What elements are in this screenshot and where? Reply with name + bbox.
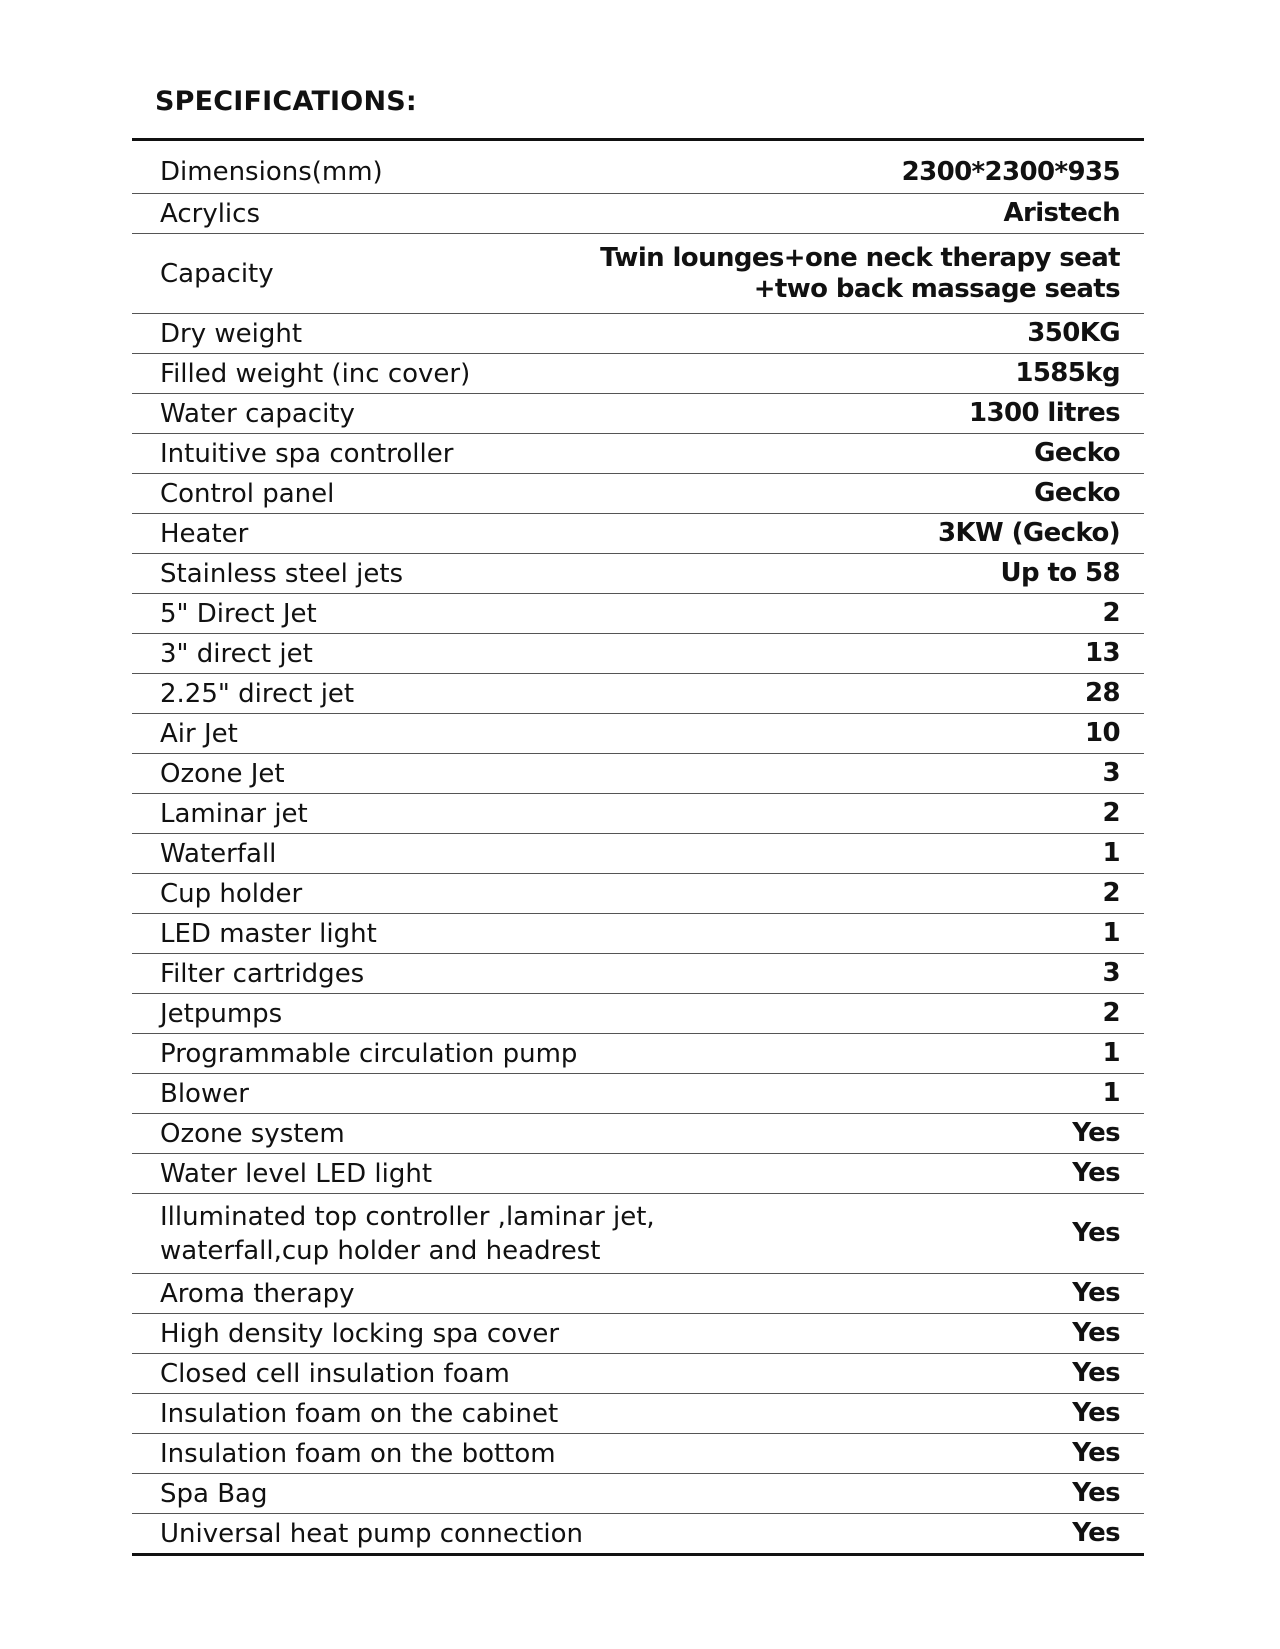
spec-label: Stainless steel jets [160, 558, 404, 589]
spec-value: Twin lounges+one neck therapy seat +two back massage seats [600, 242, 1120, 304]
spec-label: Illuminated top controller ,laminar jet, waterfall,cup holder and headrest [160, 1201, 655, 1266]
spec-label: Ozone system [160, 1118, 345, 1149]
spec-label: Air Jet [160, 718, 238, 749]
spec-value: 3 [1102, 958, 1120, 988]
specifications-table [132, 138, 1144, 1556]
spec-value: Yes [1072, 1118, 1120, 1148]
table-row [132, 593, 1144, 633]
spec-value: 2 [1102, 998, 1120, 1028]
spec-value: 1 [1102, 838, 1120, 868]
table-row [132, 553, 1144, 593]
spec-value: 350KG [1027, 318, 1120, 348]
table-row [132, 1313, 1144, 1353]
table-row [132, 1393, 1144, 1433]
table-row [132, 793, 1144, 833]
table-row [132, 1433, 1144, 1473]
table-row [132, 953, 1144, 993]
spec-value: Yes [1072, 1478, 1120, 1508]
table-row [132, 233, 1144, 313]
spec-value: Yes [1072, 1438, 1120, 1468]
spec-value: Yes [1072, 1358, 1120, 1388]
table-row [132, 993, 1144, 1033]
spec-label: 3" direct jet [160, 638, 313, 669]
spec-value: 13 [1085, 638, 1120, 668]
spec-value: 2 [1102, 878, 1120, 908]
spec-label: Waterfall [160, 838, 277, 869]
spec-label: Acrylics [160, 198, 260, 229]
spec-label: Dimensions(mm) [160, 157, 383, 187]
table-row [132, 393, 1144, 433]
table-row [132, 1113, 1144, 1153]
spec-label: Laminar jet [160, 798, 308, 829]
spec-label: Ozone Jet [160, 758, 285, 789]
spec-label: Cup holder [160, 878, 303, 909]
spec-label: High density locking spa cover [160, 1318, 560, 1349]
page-title: SPECIFICATIONS: [155, 86, 417, 117]
spec-value: Yes [1072, 1518, 1120, 1548]
spec-value: 1585kg [1015, 358, 1120, 388]
spec-label: Water capacity [160, 398, 355, 429]
spec-value: Gecko [1034, 478, 1120, 508]
table-row [132, 633, 1144, 673]
spec-value: Up to 58 [1000, 558, 1120, 588]
spec-value: 2 [1102, 598, 1120, 628]
spec-value: Gecko [1034, 438, 1120, 468]
table-row [132, 141, 1144, 193]
table-row [132, 1273, 1144, 1313]
spec-value: 1 [1102, 918, 1120, 948]
spec-value: 2 [1102, 798, 1120, 828]
spec-value: 1 [1102, 1078, 1120, 1108]
table-row [132, 833, 1144, 873]
table-row [132, 713, 1144, 753]
spec-label: Universal heat pump connection [160, 1518, 583, 1549]
spec-label: Programmable circulation pump [160, 1038, 578, 1069]
spec-value: 1300 litres [969, 398, 1120, 428]
spec-value: 3KW (Gecko) [938, 518, 1120, 548]
spec-label: Blower [160, 1078, 249, 1109]
spec-label: Intuitive spa controller [160, 438, 454, 469]
spec-label: Control panel [160, 478, 335, 509]
table-row [132, 913, 1144, 953]
spec-label: Water level LED light [160, 1158, 433, 1189]
table-row [132, 1473, 1144, 1513]
table-row [132, 1153, 1144, 1193]
table-row [132, 873, 1144, 913]
spec-label: 5" Direct Jet [160, 598, 317, 629]
spec-label: Dry weight [160, 318, 303, 349]
table-row [132, 1033, 1144, 1073]
table-row [132, 193, 1144, 233]
table-row [132, 313, 1144, 353]
spec-label: Filled weight (inc cover) [160, 358, 471, 389]
table-row [132, 353, 1144, 393]
spec-value: 1 [1102, 1038, 1120, 1068]
table-row [132, 513, 1144, 553]
spec-value: Yes [1072, 1218, 1120, 1248]
spec-value: 10 [1085, 718, 1120, 748]
table-row [132, 1073, 1144, 1113]
spec-value: Yes [1072, 1318, 1120, 1348]
spec-label: Heater [160, 518, 249, 549]
spec-value: Yes [1072, 1158, 1120, 1188]
spec-label: Capacity [160, 258, 274, 289]
spec-label: Spa Bag [160, 1478, 268, 1509]
table-row [132, 673, 1144, 713]
spec-label: Aroma therapy [160, 1278, 355, 1309]
spec-value: 28 [1085, 678, 1120, 708]
spec-label: Insulation foam on the bottom [160, 1438, 556, 1469]
table-row [132, 1193, 1144, 1273]
table-row [132, 433, 1144, 473]
spec-value: Yes [1072, 1278, 1120, 1308]
table-row [132, 1513, 1144, 1553]
spec-value: 2300*2300*935 [901, 156, 1120, 187]
table-row [132, 1353, 1144, 1393]
spec-value: Yes [1072, 1398, 1120, 1428]
table-row [132, 753, 1144, 793]
spec-label: Jetpumps [160, 998, 283, 1029]
spec-label: Filter cartridges [160, 958, 365, 989]
spec-label: LED master light [160, 918, 377, 949]
table-row [132, 473, 1144, 513]
spec-value: 3 [1102, 758, 1120, 788]
spec-label: 2.25" direct jet [160, 678, 355, 709]
spec-value: Aristech [1003, 198, 1120, 228]
spec-label: Closed cell insulation foam [160, 1358, 510, 1389]
spec-label: Insulation foam on the cabinet [160, 1398, 559, 1429]
